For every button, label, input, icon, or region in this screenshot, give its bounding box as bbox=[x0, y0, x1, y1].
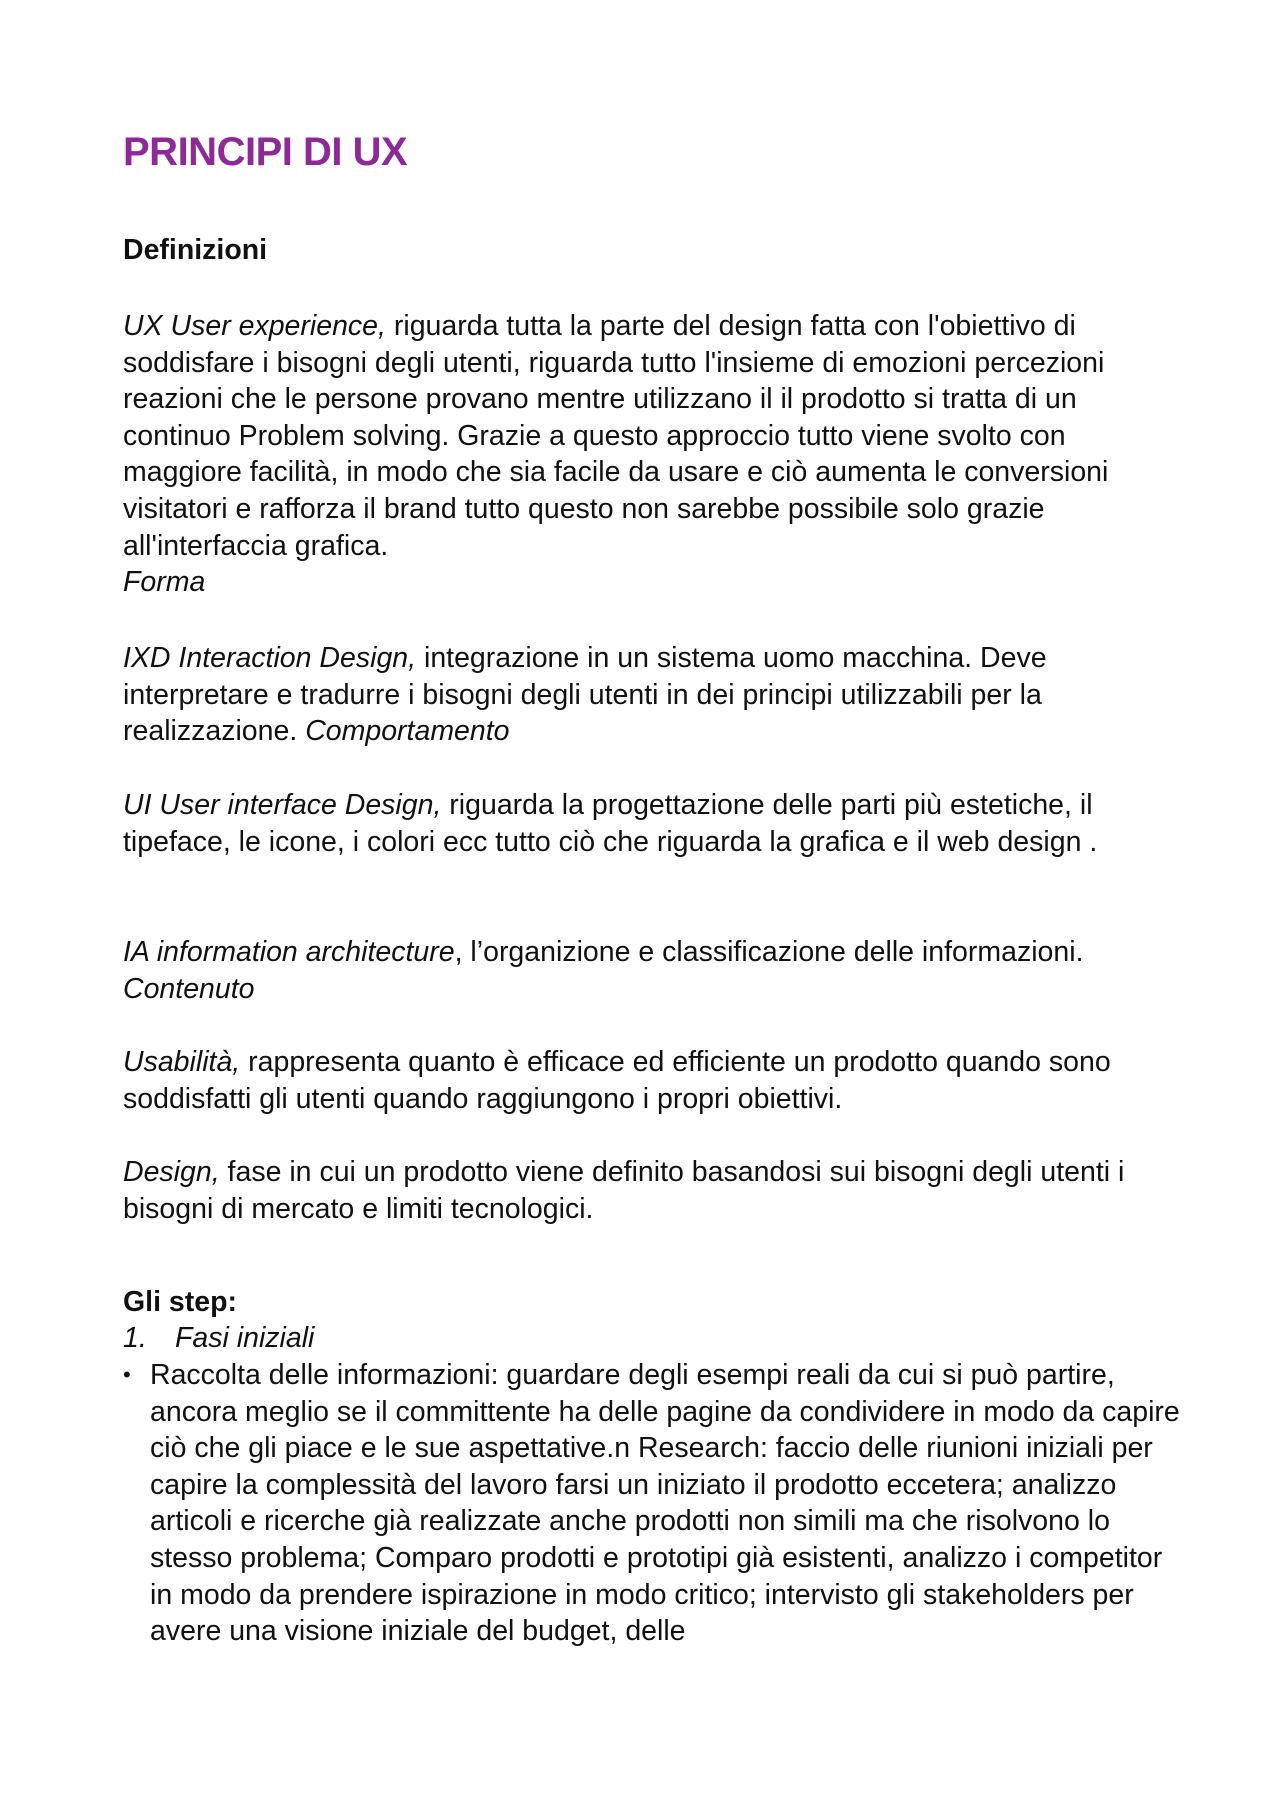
definition-tag: Comportamento bbox=[305, 715, 510, 748]
step-item bbox=[123, 1320, 314, 1357]
section-heading-steps: Gli step: bbox=[123, 1286, 238, 1318]
bullet-text: Raccolta delle informazioni: guardare degli esempi reali da cui si può partire, ancora meglio se il committente ha delle pagine da condividere in modo da capire ciò che gli piace e le sue aspettative.n Research: faccio delle riunioni iniziali per capire la complessità del lavoro farsi un iniziato il prodotto eccetera; analizzo articoli e ricerche già realizzate anche prodotti non simili ma che risolvono lo stesso problema; Comparo prodotti e prototipi già esistenti, analizzo i competitor in modo da prendere ispirazione in modo critico; intervisto gli stakeholders per avere una visione iniziale del budget, delle bbox=[150, 1359, 1180, 1648]
definition-term: IA information architecture bbox=[123, 936, 455, 968]
definition-ia bbox=[123, 934, 1183, 1007]
definition-text: riguarda la progettazione delle parti più estetiche, il tipeface, le icone, i colori ecc tutto ciò che riguarda la grafica e il web design . bbox=[123, 789, 1098, 858]
definition-term: IXD Interaction Design, bbox=[123, 642, 417, 674]
definition-text: riguarda tutta la parte del design fatta con l'obiettivo di soddisfare i bisogni degli utenti, riguarda tutto l'insieme di emozioni percezioni reazioni che le persone provano mentre utilizzano il il prodotto si tratta di un continuo Problem solving. Grazie a questo approccio tutto viene svolto con maggiore facilità, in modo che sia facile da usare e ciò aumenta le conversioni visitatori e rafforza il brand tutto questo non sarebbe possibile solo grazie all'interfaccia grafica. bbox=[123, 310, 1109, 562]
definition-usability bbox=[123, 1044, 1183, 1117]
definition-term: UI User interface Design, bbox=[123, 789, 442, 821]
bullet-item bbox=[123, 1357, 1183, 1650]
definition-design bbox=[123, 1154, 1183, 1227]
definition-text: , l’organizione e classificazione delle informazioni. bbox=[454, 936, 1084, 968]
step-label: Fasi iniziali bbox=[175, 1322, 315, 1354]
page-title: PRINCIPI DI UX bbox=[123, 130, 408, 174]
step-number: 1. bbox=[123, 1322, 147, 1354]
definition-ixd bbox=[123, 640, 1183, 750]
definition-tag: Forma bbox=[123, 566, 206, 599]
definition-text: rappresenta quanto è efficace ed efficiente un prodotto quando sono soddisfatti gli utenti quando raggiungono i propri obiettivi. bbox=[123, 1046, 1111, 1115]
bullet-icon: • bbox=[123, 1362, 131, 1387]
definition-tag: Contenuto bbox=[123, 972, 255, 1005]
definition-text: fase in cui un prodotto viene definito basandosi sui bisogni degli utenti i bisogni di mercato e limiti tecnologici. bbox=[123, 1156, 1125, 1225]
section-heading-definitions: Definizioni bbox=[123, 234, 268, 266]
definition-text: integrazione in un sistema uomo macchina. Deve interpretare e tradurre i bisogni degli utenti in dei principi utilizzabili per la realizzazione. bbox=[123, 642, 1047, 748]
definition-term: Usabilità, bbox=[123, 1046, 241, 1078]
definition-ux bbox=[123, 308, 1183, 601]
definition-term: Design, bbox=[123, 1156, 220, 1188]
definition-ui bbox=[123, 787, 1183, 860]
definition-term: UX User experience, bbox=[123, 310, 386, 342]
